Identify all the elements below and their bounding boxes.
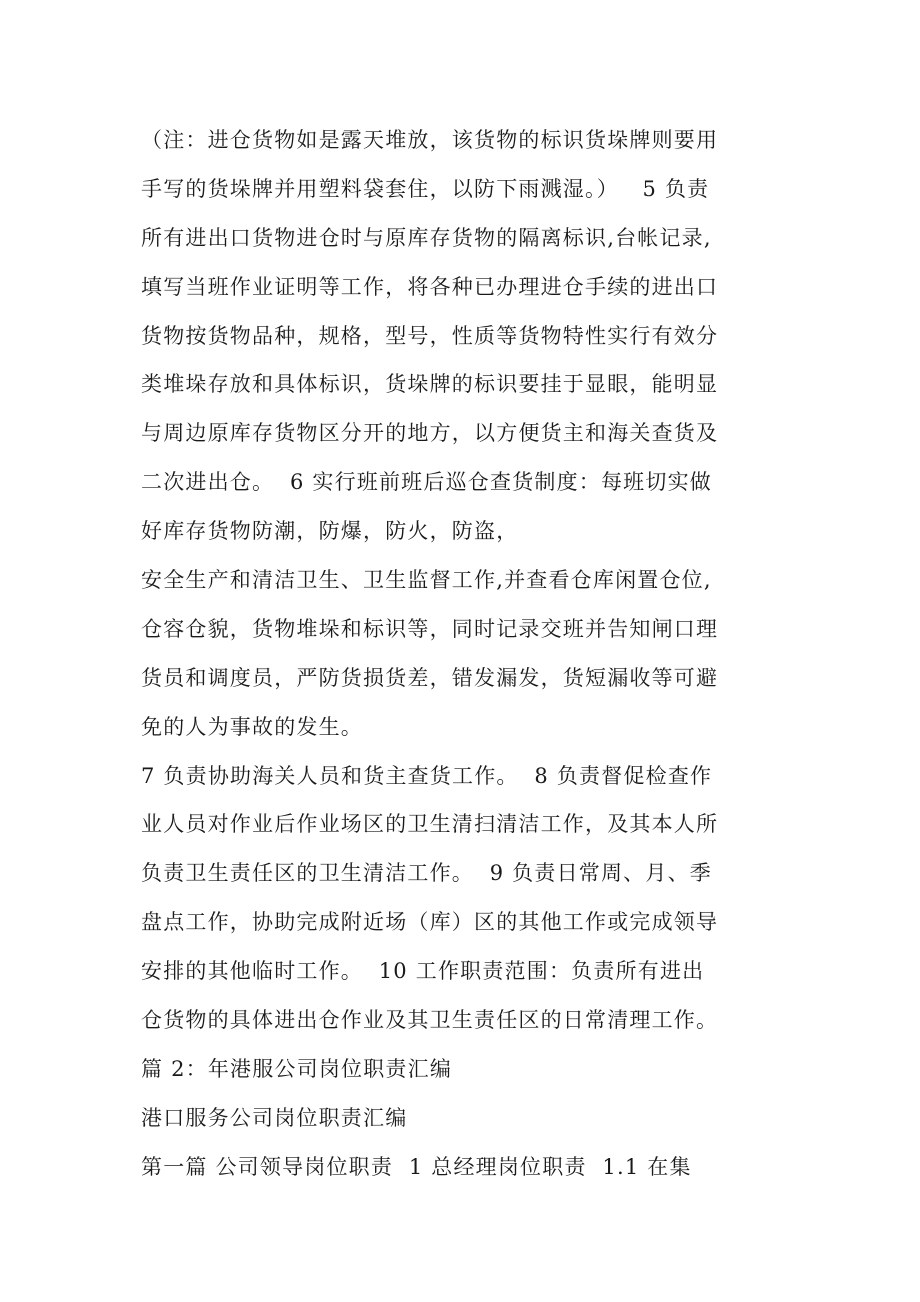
text-line: 仓容仓貌，货物堆垛和标识等，同时记录交班并告知闸口理 bbox=[141, 616, 719, 641]
text-line: 安排的其他临时工作。 10 工作职责范围：负责所有进出 bbox=[141, 959, 705, 984]
text-line: 填写当班作业证明等工作，将各种已办理进仓手续的进出口 bbox=[141, 274, 719, 299]
text-line: 业人员对作业后作业场区的卫生清扫清洁工作，及其本人所 bbox=[141, 812, 719, 837]
document-title: 港口服务公司岗位职责汇编 bbox=[141, 1105, 408, 1130]
text-line: 免的人为事故的发生。 bbox=[141, 714, 363, 739]
text-line: 7 负责协助海关人员和货主查货工作。 8 负责督促检查作 bbox=[141, 763, 713, 788]
text-line: 负责卫生责任区的卫生清洁工作。 9 负责日常周、月、季 bbox=[141, 861, 712, 886]
text-line: 好库存货物防潮，防爆，防火，防盗， bbox=[141, 519, 519, 544]
text-line: 货物按货物品种，规格，型号，性质等货物特性实行有效分 bbox=[141, 323, 719, 348]
text-line: 与周边原库存货物区分开的地方，以方便货主和海关查货及 bbox=[141, 421, 719, 446]
text-line: 二次进出仓。 6 实行班前班后巡仓查货制度：每班切实做 bbox=[141, 470, 712, 495]
text-line: 类堆垛存放和具体标识，货垛牌的标识要挂于显眼，能明显 bbox=[141, 372, 719, 397]
text-line: 手写的货垛牌并用塑料袋套住，以防下雨溅湿。） 5 负责 bbox=[141, 176, 710, 201]
text-line: （注：进仓货物如是露天堆放，该货物的标识货垛牌则要用 bbox=[141, 128, 719, 152]
text-line: 盘点工作，协助完成附近场（库）区的其他工作或完成领导 bbox=[141, 910, 719, 935]
section-heading: 篇 2：年港服公司岗位职责汇编 bbox=[141, 1056, 453, 1081]
text-line: 所有进出口货物进仓时与原库存货物的隔离标识,台帐记录, bbox=[141, 225, 712, 250]
text-line: 仓货物的具体进出仓作业及其卫生责任区的日常清理工作。 bbox=[141, 1008, 719, 1033]
document-body bbox=[141, 116, 821, 1192]
text-line: 货员和调度员，严防货损货差，错发漏发，货短漏收等可避 bbox=[141, 665, 719, 690]
text-line: 第一篇 公司领导岗位职责 1 总经理岗位职责 1.1 在集 bbox=[141, 1154, 692, 1179]
text-line: 安全生产和清洁卫生、卫生监督工作,并查看仓库闲置仓位, bbox=[141, 568, 712, 593]
